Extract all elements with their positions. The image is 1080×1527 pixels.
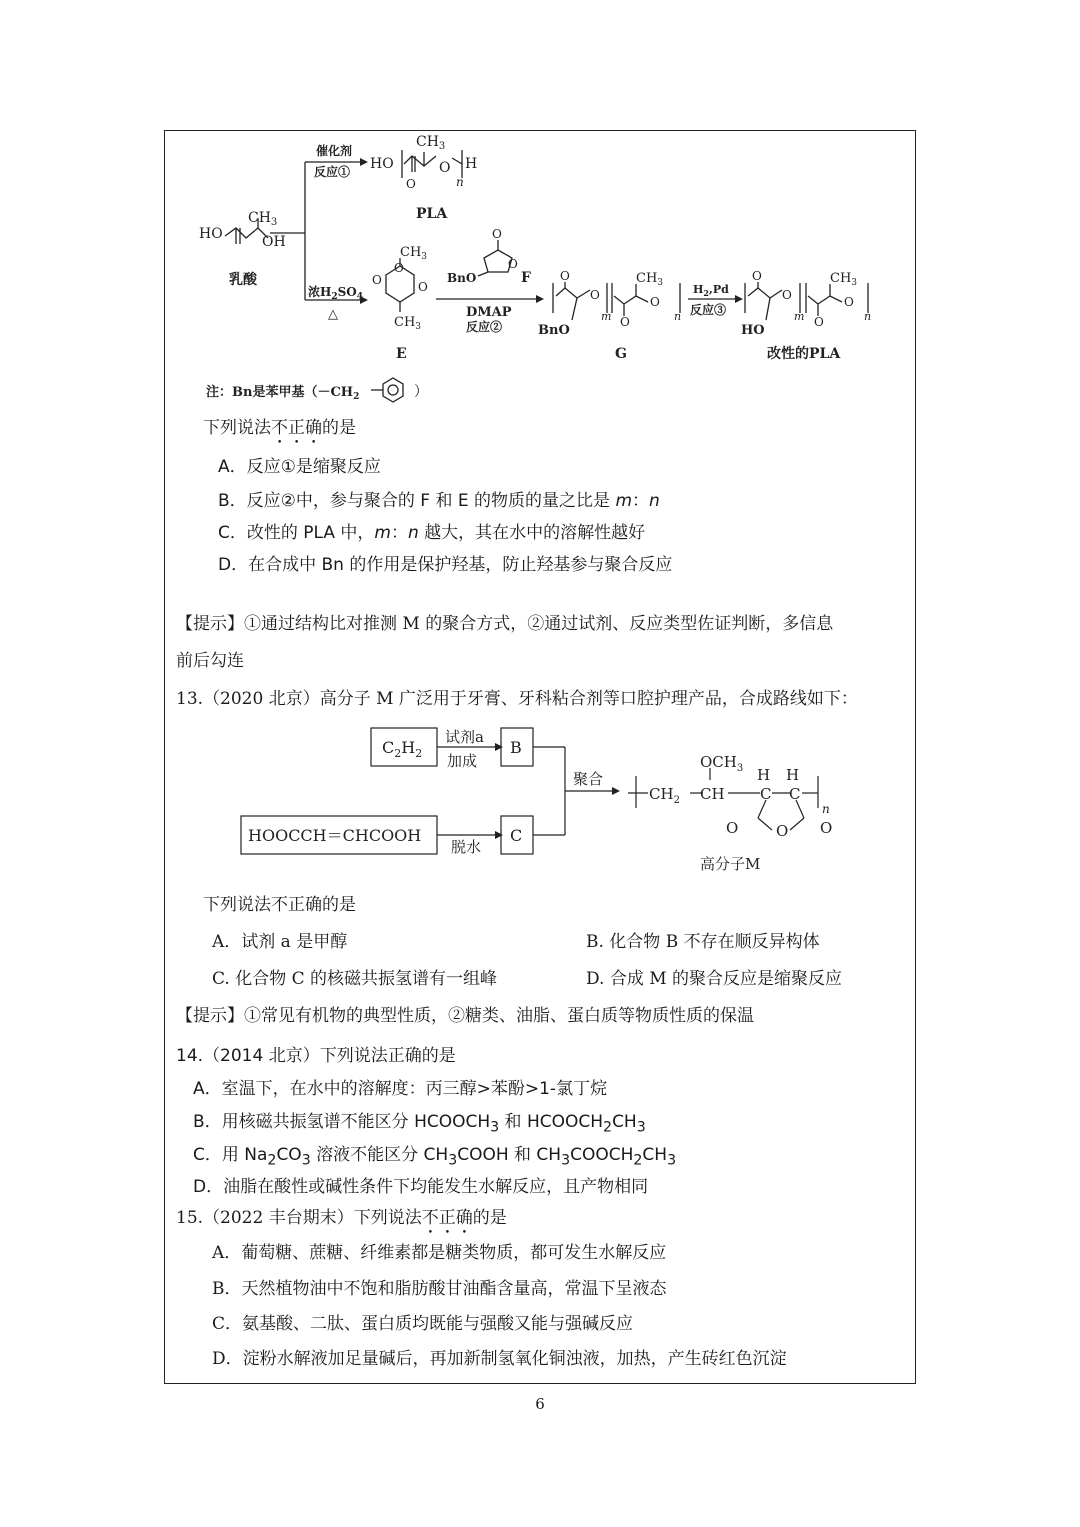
modified-pla-label: 改性的PLA	[767, 346, 841, 362]
mpla-o-2: O	[782, 288, 792, 302]
mpla-o-1: O	[752, 269, 762, 283]
e-o-left: O	[372, 273, 382, 287]
q13-option-b[interactable]: B. 化合物 B 不存在顺反异构体	[586, 932, 820, 952]
g-m: m	[601, 310, 612, 323]
g-o-3: O	[620, 315, 630, 329]
polymer-n: n	[822, 802, 830, 816]
pla-label: PLA	[416, 206, 448, 222]
mpla-o-3: O	[814, 315, 824, 329]
q12-option-c[interactable]: C．改性的 PLA 中，m：n 越大，其在水中的溶解性越好	[218, 523, 646, 543]
f-label: F	[521, 270, 531, 286]
e-label: E	[396, 346, 407, 362]
e-ch3-bottom: $CH_3$	[394, 315, 422, 332]
pla-o-carbonyl: O	[406, 177, 416, 191]
reaction1-label: 反应①	[314, 165, 351, 179]
reaction-scheme-13	[0, 720, 1080, 880]
c-atom-2: C	[789, 785, 801, 803]
conc-h2so4-label: 浓$H_2SO_4$	[308, 285, 363, 302]
q15-option-b[interactable]: B．天然植物油中不饱和脂肪酸甘油酯含量高，常温下呈液态	[212, 1279, 667, 1299]
reagent-a-label: 试剂a	[445, 728, 484, 746]
f-o-right: O	[508, 257, 518, 271]
e-ch3-top: $CH_3$	[400, 245, 428, 262]
c-atom-1: C	[760, 785, 772, 803]
mpla-n: n	[864, 310, 872, 323]
polymer-m-label: 高分子M	[700, 855, 761, 873]
q13-stem: 下列说法不正确的是	[203, 895, 356, 915]
oh-label: OH	[262, 234, 286, 250]
q13-option-a[interactable]: A．试剂 a 是甲醇	[212, 932, 348, 952]
pla-ho: HO	[370, 156, 394, 172]
mpla-m: m	[794, 310, 805, 323]
g-o-4: O	[650, 295, 660, 309]
ho-label: HO	[199, 226, 223, 242]
e-o-right: O	[418, 280, 428, 294]
pla-h: H	[465, 156, 478, 172]
page-number: 6	[535, 1395, 545, 1413]
pla-n: n	[456, 175, 464, 189]
q15-title: 15.（2022 丰台期末）下列说法不正确的是	[176, 1208, 507, 1228]
benzene-ring	[383, 378, 403, 402]
e-o-top: O	[394, 261, 404, 275]
h-label-2: H	[786, 766, 800, 784]
q12-option-d[interactable]: D．在合成中 Bn 的作用是保护羟基，防止羟基参与聚合反应	[218, 555, 673, 575]
g-bno: BnO	[538, 323, 570, 338]
acid-label: HOOCCH＝CHCOOH	[248, 826, 422, 845]
ch2-label: $CH_2$	[649, 785, 680, 806]
o-carbonyl-left: O	[726, 819, 739, 837]
lactic-ch3: $CH_3$	[248, 210, 278, 228]
o-carbonyl-right: O	[820, 819, 833, 837]
q14-option-a[interactable]: A．室温下，在水中的溶解度：丙三醇>苯酚>1-氯丁烷	[193, 1079, 608, 1099]
g-ch3: $CH_3$	[636, 271, 664, 288]
hint13: 【提示】①常见有机物的典型性质，②糖类、油脂、蛋白质等物质性质的保温	[176, 1006, 754, 1026]
q12-option-a[interactable]: A．反应①是缩聚反应	[218, 457, 381, 477]
q15-option-a[interactable]: A．葡萄糖、蔗糖、纤维素都是糖类物质，都可发生水解反应	[212, 1243, 667, 1263]
catalyst-label: 催化剂	[316, 144, 353, 158]
g-o-1: O	[560, 269, 570, 283]
q14-option-c[interactable]: C．用 $Na_2CO_3$ 溶液不能区分 $CH_3COOH$ 和 $CH_3COOCH_2CH_3$	[193, 1145, 677, 1169]
f-o-top: O	[492, 227, 502, 241]
q14-title: 14.（2014 北京）下列说法正确的是	[176, 1046, 456, 1066]
pla-ch3: $CH_3$	[416, 134, 446, 152]
q14-option-b[interactable]: B．用核磁共振氢谱不能区分 $HCOOCH_3$ 和 $HCOOCH_2CH_3$	[193, 1112, 646, 1136]
g-label: G	[615, 346, 627, 362]
addition-label: 加成	[447, 752, 478, 770]
lactic-acid-label: 乳酸	[229, 272, 257, 288]
reaction2-label: 反应②	[466, 320, 503, 334]
delta-label: △	[328, 307, 338, 322]
q15-option-c[interactable]: C．氨基酸、二肽、蛋白质均既能与强酸又能与强碱反应	[212, 1314, 634, 1334]
q15-option-d[interactable]: D．淀粉水解液加足量碱后，再加新制氢氧化铜浊液，加热，产生砖红色沉淀	[212, 1349, 787, 1369]
mpla-ch3: $CH_3$	[830, 271, 858, 288]
pla-o-ester: O	[439, 160, 451, 176]
mpla-o-4: O	[844, 295, 854, 309]
bn-note: 注：Bn是苯甲基（$-CH_2$	[206, 385, 360, 402]
h-label-1: H	[757, 766, 771, 784]
q13-option-d[interactable]: D. 合成 M 的聚合反应是缩聚反应	[586, 969, 843, 989]
q12-option-b[interactable]: B．反应②中，参与聚合的 F 和 E 的物质的量之比是 m：n	[218, 491, 660, 511]
g-n: n	[674, 310, 682, 323]
mpla-ho: HO	[741, 323, 765, 338]
reaction-scheme-12	[0, 0, 1080, 420]
b-label: B	[510, 738, 522, 757]
o-ring: O	[776, 822, 789, 840]
h2pd-label: $H_2,Pd$	[693, 283, 729, 298]
hint12-line1: 【提示】①通过结构比对推测 M 的聚合方式，②通过试剂、反应类型佐证判断，多信息	[176, 614, 834, 634]
dmap-label: DMAP	[466, 305, 512, 320]
c2h2-label: $C_2H_2$	[382, 738, 423, 760]
och3-label: $OCH_3$	[700, 753, 744, 774]
q13-option-c[interactable]: C. 化合物 C 的核磁共振氢谱有一组峰	[212, 969, 498, 989]
q13-title: 13.（2020 北京）高分子 M 广泛用于牙膏、牙科粘合剂等口腔护理产品，合成路线如下：	[176, 689, 858, 709]
polymerize-label: 聚合	[573, 770, 604, 788]
g-o-2: O	[590, 288, 600, 302]
reaction3-label: 反应③	[690, 303, 727, 317]
c-label: C	[510, 826, 523, 845]
f-bno: BnO	[447, 271, 477, 285]
hint12-line2: 前后勾连	[176, 651, 244, 671]
dehydrate-label: 脱水	[451, 838, 482, 856]
ch-label: CH	[700, 785, 725, 803]
q14-option-d[interactable]: D．油脂在酸性或碱性条件下均能发生水解反应，且产物相同	[193, 1177, 649, 1197]
bn-note-end: ）	[414, 384, 428, 400]
q12-stem: 下列说法不正确的是	[203, 418, 356, 438]
